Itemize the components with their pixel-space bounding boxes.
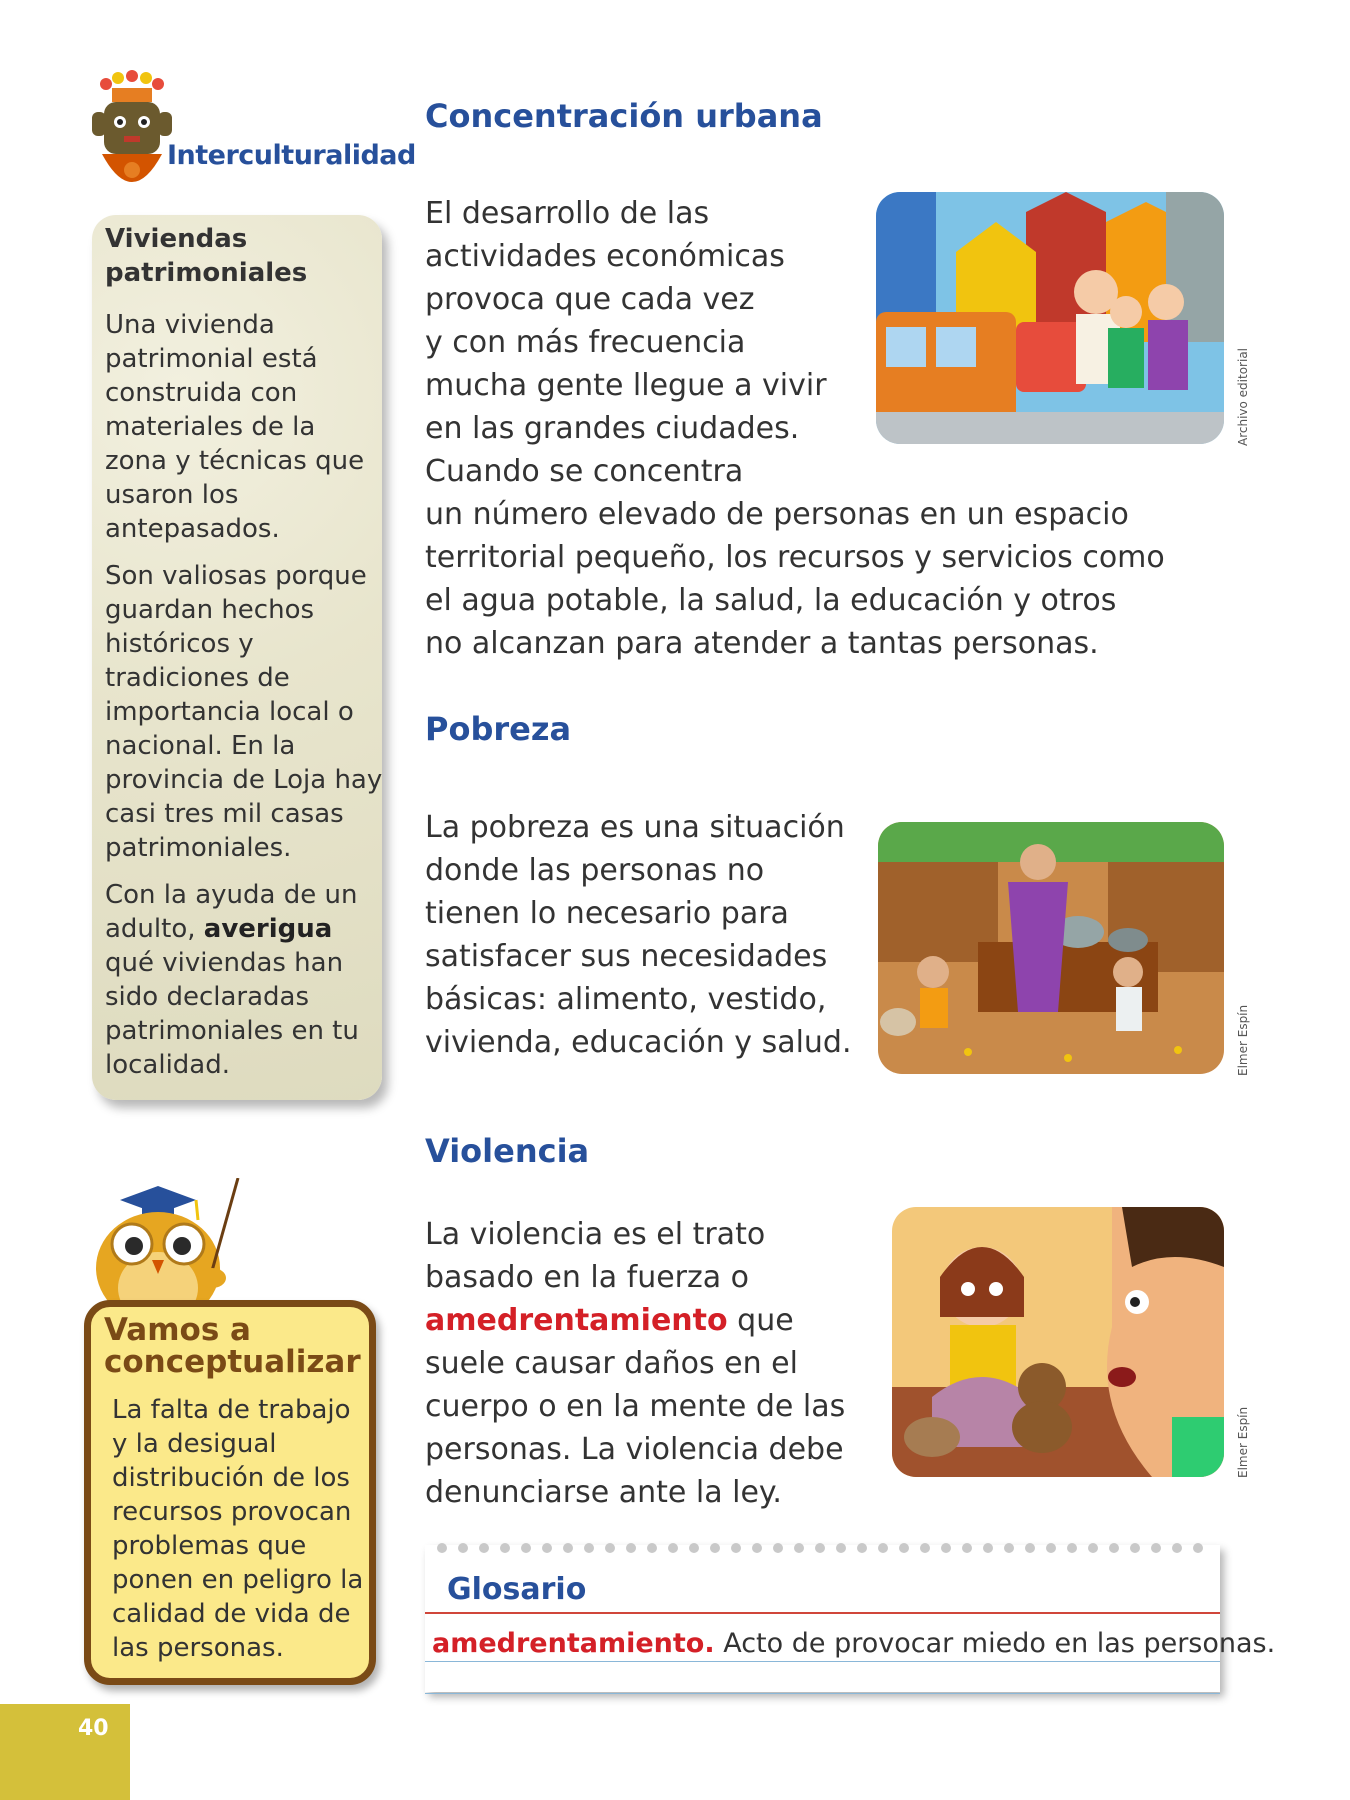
urban-paragraph: El desarrollo de las actividades económicas provoca que cada vez y con más frecuencia mucha gente llegue a vivir en las grandes ciudades. Cuando se concentra un número elevado de personas en un espacio territorial pequeño, los recursos y servicios como el agua potable, la salud, la educación y otros no alcanzan para atender a tantas personas. bbox=[425, 196, 1165, 661]
glossary-term: amedrentamiento. bbox=[432, 1628, 715, 1659]
intercultural-mask-icon bbox=[84, 70, 179, 210]
vamos-title: Vamos a conceptualizar bbox=[104, 1312, 361, 1380]
urban-crowd-illustration bbox=[876, 192, 1224, 444]
urban-title: Concentración urbana bbox=[425, 97, 823, 135]
sidebar-paragraph-3: Con la ayuda de un adulto, averigua qué viviendas han sido declaradas patrimoniales en tu localidad. bbox=[105, 880, 359, 1080]
sidebar-paragraph-1: Una vivienda patrimonial está construida con materiales de la zona y técnicas que usaron los antepasados. bbox=[105, 310, 365, 544]
violence-title: Violencia bbox=[425, 1132, 590, 1170]
violence-credit: Elmer Espín bbox=[1236, 1406, 1250, 1478]
sidebar-paragraph-2: Son valiosas porque guardan hechos históricos y tradiciones de importancia local o nacional. En la provincia de Loja hay casi tres mil casas patrimoniales. bbox=[105, 561, 383, 863]
interculturality-title: Interculturalidad bbox=[167, 140, 416, 171]
glossary-red-rule bbox=[425, 1612, 1220, 1614]
averigua-emphasis: averigua bbox=[203, 914, 333, 944]
poverty-paragraph: La pobreza es una situación donde las personas no tienen lo necesario para satisfacer sus necesidades básicas: alimento, vestido, vivienda, educación y salud. bbox=[425, 810, 852, 1060]
glossary-entry bbox=[432, 1628, 1275, 1659]
urban-credit: Archivo editorial bbox=[1236, 347, 1250, 446]
glossary-rule-1 bbox=[425, 1661, 1220, 1662]
sidebar-heading: Viviendas patrimoniales bbox=[105, 224, 308, 288]
glossary-binding-dots bbox=[432, 1541, 1217, 1555]
poverty-family-illustration bbox=[878, 822, 1224, 1074]
amedrentamiento-highlight: amedrentamiento bbox=[425, 1303, 728, 1338]
violence-paragraph: La violencia es el trato basado en la fuerza o amedrentamiento que suele causar daños en el cuerpo o en la mente de las personas. La violencia debe denunciarse ante la ley. bbox=[425, 1217, 846, 1510]
vamos-text: La falta de trabajo y la desigual distribución de los recursos provocan problemas que ponen en peligro la calidad de vida de las personas. bbox=[112, 1395, 364, 1663]
violence-illustration bbox=[892, 1207, 1224, 1477]
poverty-credit: Elmer Espín bbox=[1236, 1004, 1250, 1076]
poverty-title: Pobreza bbox=[425, 710, 572, 748]
page-number-block bbox=[0, 1704, 130, 1800]
page-number: 40 bbox=[78, 1716, 109, 1741]
glossary-title: Glosario bbox=[447, 1572, 587, 1607]
glossary-definition: Acto de provocar miedo en las personas. bbox=[723, 1628, 1276, 1659]
glossary-rule-2 bbox=[425, 1693, 1220, 1694]
glossary-box bbox=[425, 1545, 1220, 1692]
